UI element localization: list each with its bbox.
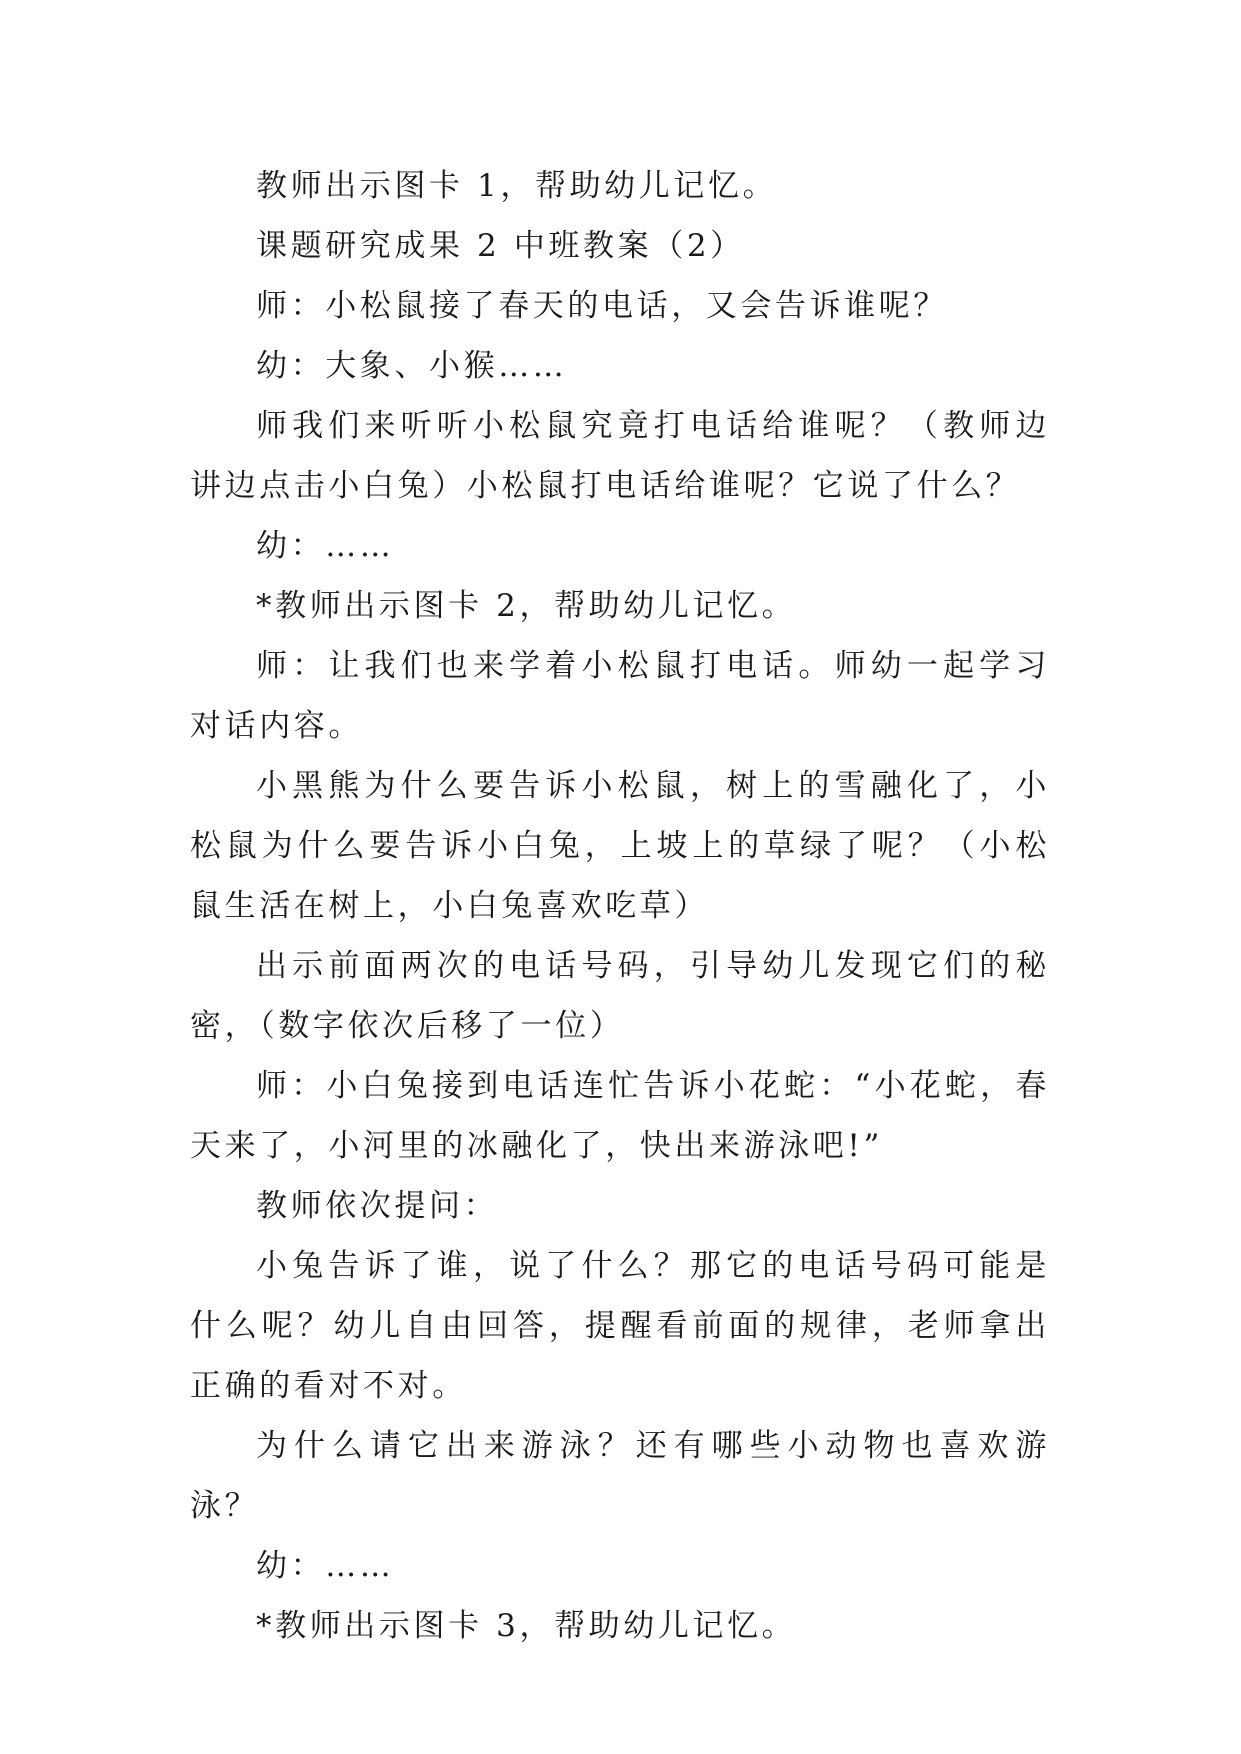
- document-body: [190, 156, 1050, 1656]
- paragraph: 小黑熊为什么要告诉小松鼠，树上的雪融化了，小松鼠为什么要告诉小白兔，上坡上的草绿了呢？（小松鼠生活在树上，小白兔喜欢吃草）: [190, 768, 1050, 924]
- paragraph: *教师出示图卡 3，帮助幼儿记忆。: [256, 1608, 797, 1644]
- paragraph: 幼：……: [256, 528, 395, 564]
- paragraph: 幼：大象、小猴……: [256, 348, 568, 384]
- paragraph: 教师出示图卡 1，帮助幼儿记忆。: [256, 168, 778, 204]
- paragraph: 教师依次提问：: [256, 1188, 499, 1224]
- paragraph: *教师出示图卡 2，帮助幼儿记忆。: [256, 588, 797, 624]
- paragraph: 幼：……: [256, 1548, 395, 1584]
- paragraph: 师：小松鼠接了春天的电话，又会告诉谁呢？: [256, 288, 948, 324]
- paragraph: 师：让我们也来学着小松鼠打电话。师幼一起学习对话内容。: [190, 648, 1050, 744]
- paragraph: 小兔告诉了谁，说了什么？那它的电话号码可能是什么呢？幼儿自由回答，提醒看前面的规律，老师拿出正确的看对不对。: [190, 1248, 1050, 1404]
- paragraph: 为什么请它出来游泳？还有哪些小动物也喜欢游泳？: [190, 1428, 1050, 1524]
- paragraph: 出示前面两次的电话号码，引导幼儿发现它们的秘密，（数字依次后移了一位）: [190, 948, 1050, 1044]
- section-heading: 课题研究成果 2 中班教案（2）: [256, 228, 745, 264]
- paragraph: 师：小白兔接到电话连忙告诉小花蛇：“小花蛇，春天来了，小河里的冰融化了，快出来游泳吧!”: [190, 1068, 1050, 1164]
- paragraph: 师我们来听听小松鼠究竟打电话给谁呢？（教师边讲边点击小白兔）小松鼠打电话给谁呢？它说了什么？: [190, 408, 1050, 504]
